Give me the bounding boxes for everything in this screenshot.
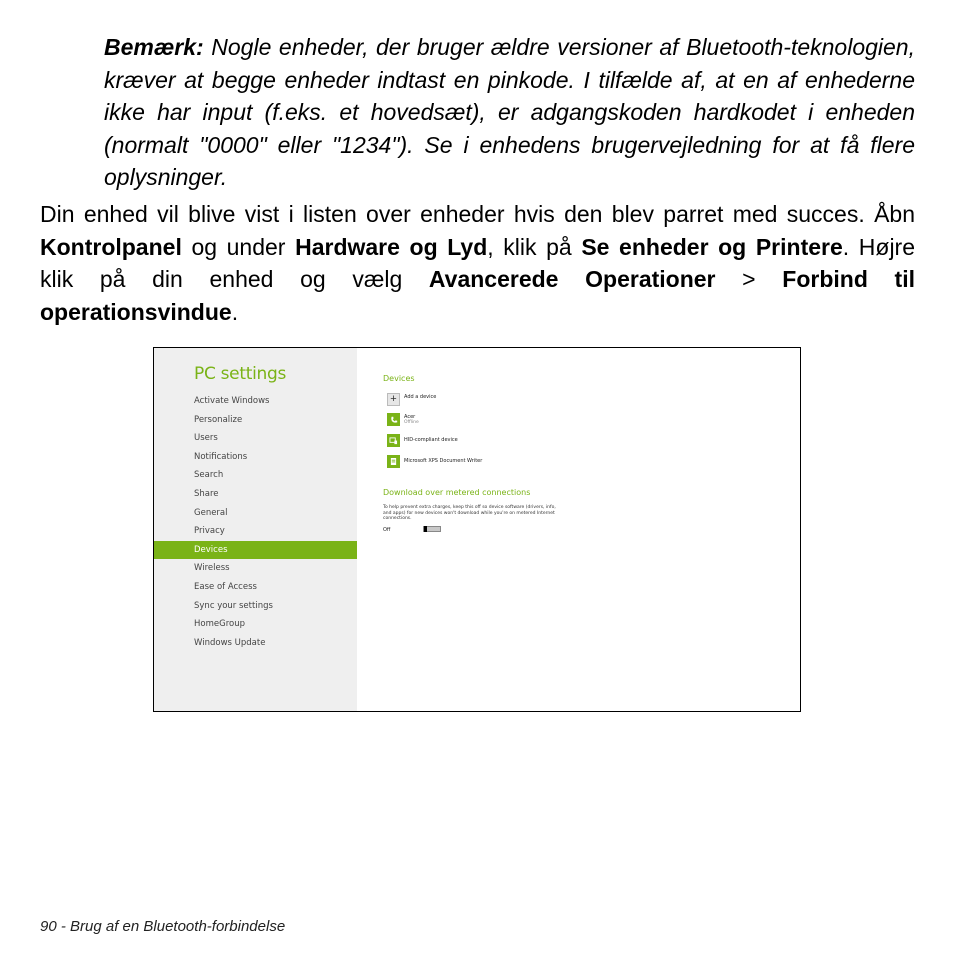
note-paragraph [104,31,915,194]
devices-heading: Devices [383,374,415,383]
download-description: To help prevent extra charges, keep this off so device software (drivers, info, and apps) for new devices won't download while you're on metered Internet connections. [383,505,556,521]
settings-nav [154,392,357,652]
pc-settings-screenshot [153,347,801,712]
nav-item[interactable]: General [194,507,228,518]
nav-item[interactable]: Ease of Access [194,581,257,592]
nav-item[interactable]: Devices [154,541,357,560]
printer-icon [387,455,400,468]
para-text-1: Din enhed vil blive vist i listen over enheder hvis den blev parret med succes. Åbn [40,201,915,227]
toggle-knob [424,526,427,532]
add-device-label: Add a device [404,394,437,400]
device-name: HID-compliant device [404,437,458,443]
nav-item[interactable]: Personalize [194,414,243,425]
para-bold-4: Avancerede Operationer [428,266,716,292]
nav-item[interactable]: Share [194,488,219,499]
phone-icon [387,413,400,426]
nav-item[interactable]: Sync your settings [194,600,273,611]
nav-item[interactable]: Wireless [194,563,230,574]
instructions-paragraph [40,198,915,328]
para-bold-1: Kontrolpanel [40,233,182,260]
nav-item[interactable]: Activate Windows [194,396,270,406]
nav-item[interactable]: Privacy [194,526,225,537]
plus-icon: + [387,393,400,406]
metered-download-toggle[interactable] [423,526,441,532]
device-name: Acer [404,414,416,420]
settings-content [383,348,783,711]
nav-item[interactable]: Search [194,470,224,481]
para-bold-2: Hardware og Lyd [295,233,488,260]
nav-item[interactable]: HomeGroup [194,619,245,630]
note-label: Bemærk: [104,34,204,60]
page-footer: 90 - Brug af en Bluetooth-forbindelse [40,918,286,935]
para-text-5: > [715,266,783,292]
nav-item[interactable]: Notifications [194,451,248,462]
pc-settings-title: PC settings [194,364,287,384]
device-status: Offline [404,420,419,425]
device-icon [387,434,400,447]
download-heading: Download over metered connections [383,488,531,497]
para-text-2: og under [181,233,296,260]
para-bold-5: Forbind til operationsvindue [40,266,915,325]
para-text-6: . [231,298,239,325]
nav-item[interactable]: Users [194,433,218,444]
nav-item[interactable]: Windows Update [194,637,266,648]
note-text: Nogle enheder, der bruger ældre versioner af Bluetooth-teknologien, kræver at begge enheder indtast en pinkode. I tilfælde af, at en af enhederne ikke har input (f.eks. et hovedsæt), er adgangskoden hardkodet i enheden (normalt "0000" eller "1234"). Se i enhedens brugervejledning for at få flere oplysninger. [104,34,915,190]
toggle-state-label: Off [383,527,391,533]
para-text-4: . Højre klik på din enhed og vælg [40,233,915,292]
settings-sidebar [154,348,357,711]
para-text-3: , klik på [487,233,582,260]
para-bold-3: Se enheder og Printere [581,233,843,260]
device-name: Microsoft XPS Document Writer [404,458,483,464]
